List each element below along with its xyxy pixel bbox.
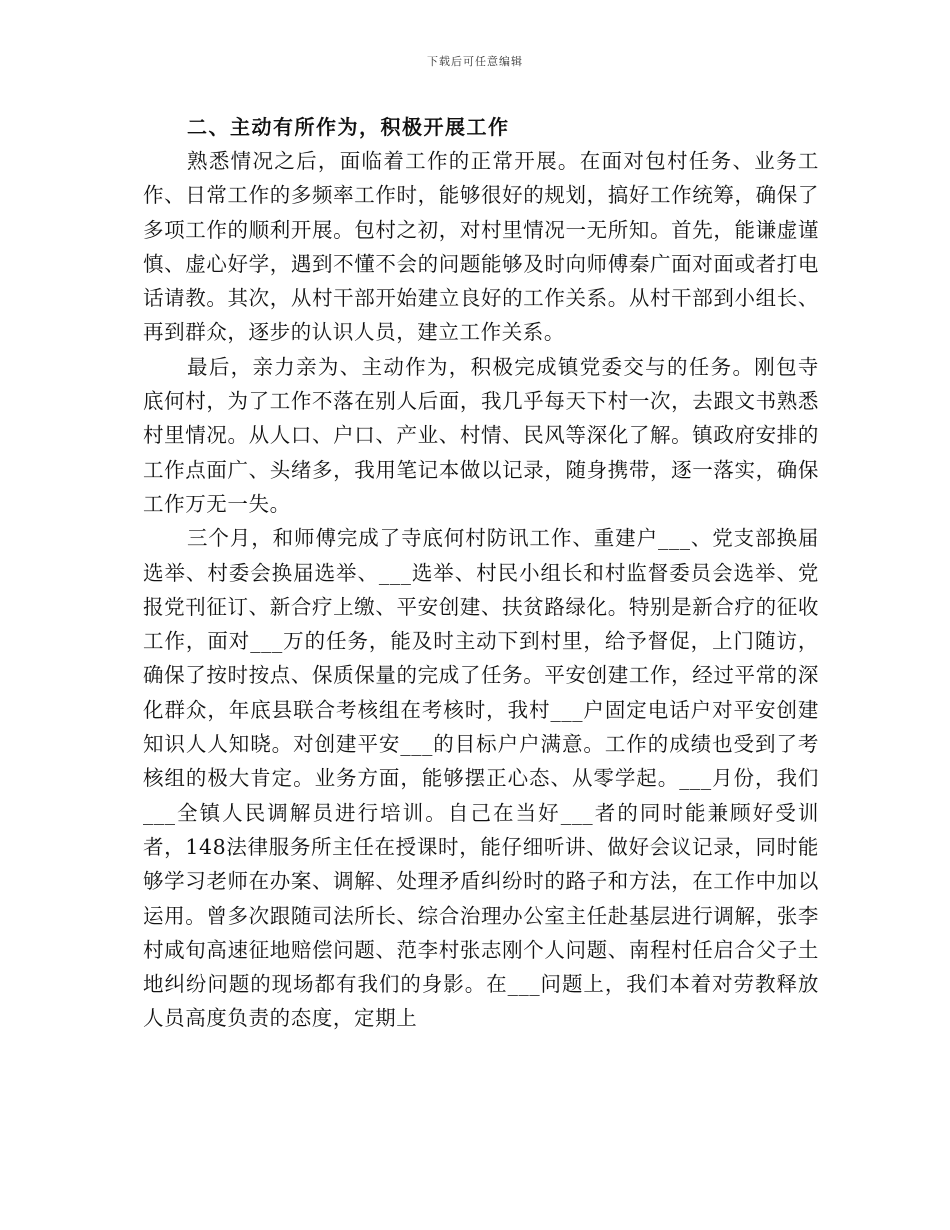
paragraph-1: 熟悉情况之后，面临着工作的正常开展。在面对包村任务、业务工作、日常工作的多频率工作时，能够很好的规划，搞好工作统筹，确保了多项工作的顺利开展。包村之初，对村里情况一无所知。首先，能谦虚谨慎、虚心好学，遇到不懂不会的问题能够及时向师傅秦广面对面或者打电话请教。其次，从村干部开始建立良好的工作关系。从村干部到小组长、再到群众，逐步的认识人员，建立工作关系。 bbox=[143, 149, 819, 345]
section-heading: 二、主动有所作为，积极开展工作 bbox=[187, 115, 510, 139]
paragraph-3: 三个月，和师傅完成了寺底何村防讯工作、重建户___、党支部换届选举、村委会换届选举、___选举、村民小组长和村监督委员会选举、党报党刊征订、新合疗上缴、平安创建、扶贫路绿化。特别是新合疗的征收工作，面对___万的任务，能及时主动下到村里，给予督促，上门随访，确保了按时按点、保质保量的完成了任务。平安创建工作，经过平常的深化群众，年底县联合考核组在考核时，我村___户固定电话户对平安创建知识人人知晓。对创建平安___的目标户户满意。工作的成绩也受到了考核组的极大肯定。业务方面，能够摆正心态、从零学起。___月份，我们___全镇人民调解员进行培训。自己在当好___者的同时能兼顾好受训者，148法律服务所主任在授课时，能仔细听讲、做好会议记录，同时能够学习老师在办案、调解、处理矛盾纠纷时的路子和方法，在工作中加以运用。曾多次跟随司法所长、综合治理办公室主任赴基层进行调解，张李村咸旬高速征地赔偿问题、范李村张志刚个人问题、南程村任启合父子土地纠纷问题的现场都有我们的身影。在___问题上，我们本着对劳教释放人员高度负责的态度，定期上 bbox=[143, 526, 819, 1031]
paragraph-2: 最后，亲力亲为、主动作为，积极完成镇党委交与的任务。刚包寺底何村，为了工作不落在别人后面，我几乎每天下村一次，去跟文书熟悉村里情况。从人口、户口、产业、村情、民风等深化了解。镇政府安排的工作点面广、头绪多，我用笔记本做以记录，随身携带，逐一落实，确保工作万无一失。 bbox=[143, 354, 819, 516]
document-body bbox=[143, 110, 819, 1036]
page-header: 下载后可任意编辑 bbox=[427, 55, 523, 68]
